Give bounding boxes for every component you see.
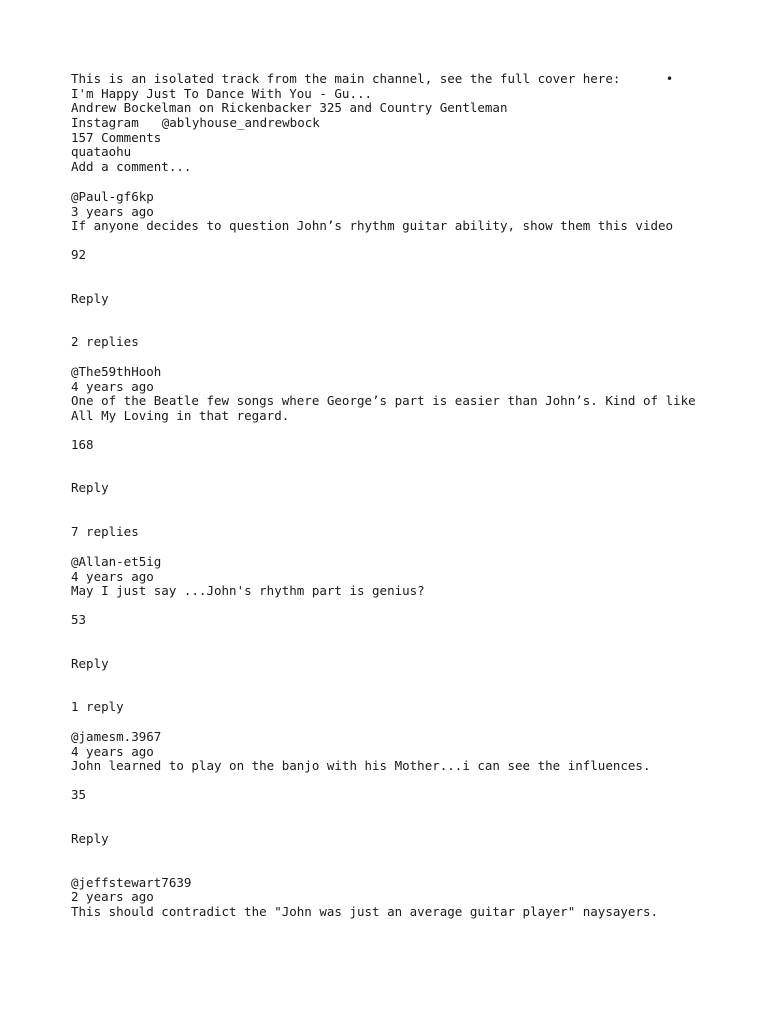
comment-item: [71, 365, 711, 540]
like-count: 168: [71, 436, 94, 452]
comment-item: [71, 555, 711, 715]
full-cover-link[interactable]: I'm Happy Just To Dance With You - Gu...: [71, 85, 373, 101]
reply-button[interactable]: Reply: [71, 655, 109, 671]
instagram-line: [71, 116, 711, 131]
menu-bullet[interactable]: •: [666, 72, 674, 86]
description-line-1: This is an isolated track from the main channel, see the full cover here:: [71, 71, 621, 86]
reply-button[interactable]: Reply: [71, 290, 109, 306]
comment-item: [71, 190, 711, 350]
video-description: [71, 72, 711, 131]
comment-time[interactable]: 4 years ago: [71, 568, 154, 584]
comment-text: If anyone decides to question John’s rhythm guitar ability, show them this video: [71, 218, 674, 234]
comment-author[interactable]: @jamesm.3967: [71, 729, 162, 745]
comment-time[interactable]: 2 years ago: [71, 889, 154, 905]
like-count: 35: [71, 787, 87, 803]
video-description-and-comments: [71, 72, 711, 920]
comment-text: This should contradict the "John was just an average guitar player" naysayers.: [71, 903, 658, 919]
comment-author[interactable]: @The59thHooh: [71, 364, 162, 379]
instagram-label: Instagram: [71, 115, 139, 131]
view-replies-button[interactable]: 7 replies: [71, 524, 139, 540]
like-count: 53: [71, 611, 87, 627]
comment-item: [71, 730, 711, 846]
comment-text: One of the Beatle few songs where George’s part is easier than John’s. Kind of like All My Loving in that regard.: [71, 393, 696, 424]
comments-count: 157 Comments: [71, 129, 162, 145]
comment-time[interactable]: 4 years ago: [71, 378, 154, 394]
view-replies-button[interactable]: 1 reply: [71, 699, 124, 715]
view-replies-button[interactable]: 2 replies: [71, 334, 139, 350]
comment-item: [71, 876, 711, 920]
comment-author[interactable]: @jeffstewart7639: [71, 874, 192, 890]
comment-time[interactable]: 4 years ago: [71, 743, 154, 759]
comment-author[interactable]: @Paul-gf6kp: [71, 188, 154, 204]
comment-text: John learned to play on the banjo with his Mother...i can see the influences.: [71, 758, 651, 774]
comment-text: May I just say ...John's rhythm part is genius?: [71, 583, 425, 599]
reply-button[interactable]: Reply: [71, 480, 109, 496]
current-user-name: quataohu: [71, 144, 132, 160]
comment-author[interactable]: @Allan-et5ig: [71, 553, 162, 569]
instagram-handle-link[interactable]: @ablyhouse_andrewbock: [161, 115, 320, 131]
comment-time[interactable]: 3 years ago: [71, 203, 154, 219]
add-comment-input[interactable]: Add a comment...: [71, 159, 192, 175]
comments-header: [71, 131, 711, 175]
description-line-3: Andrew Bockelman on Rickenbacker 325 and Country Gentleman: [71, 100, 508, 116]
like-count: 92: [71, 246, 87, 262]
reply-button[interactable]: Reply: [71, 830, 109, 846]
